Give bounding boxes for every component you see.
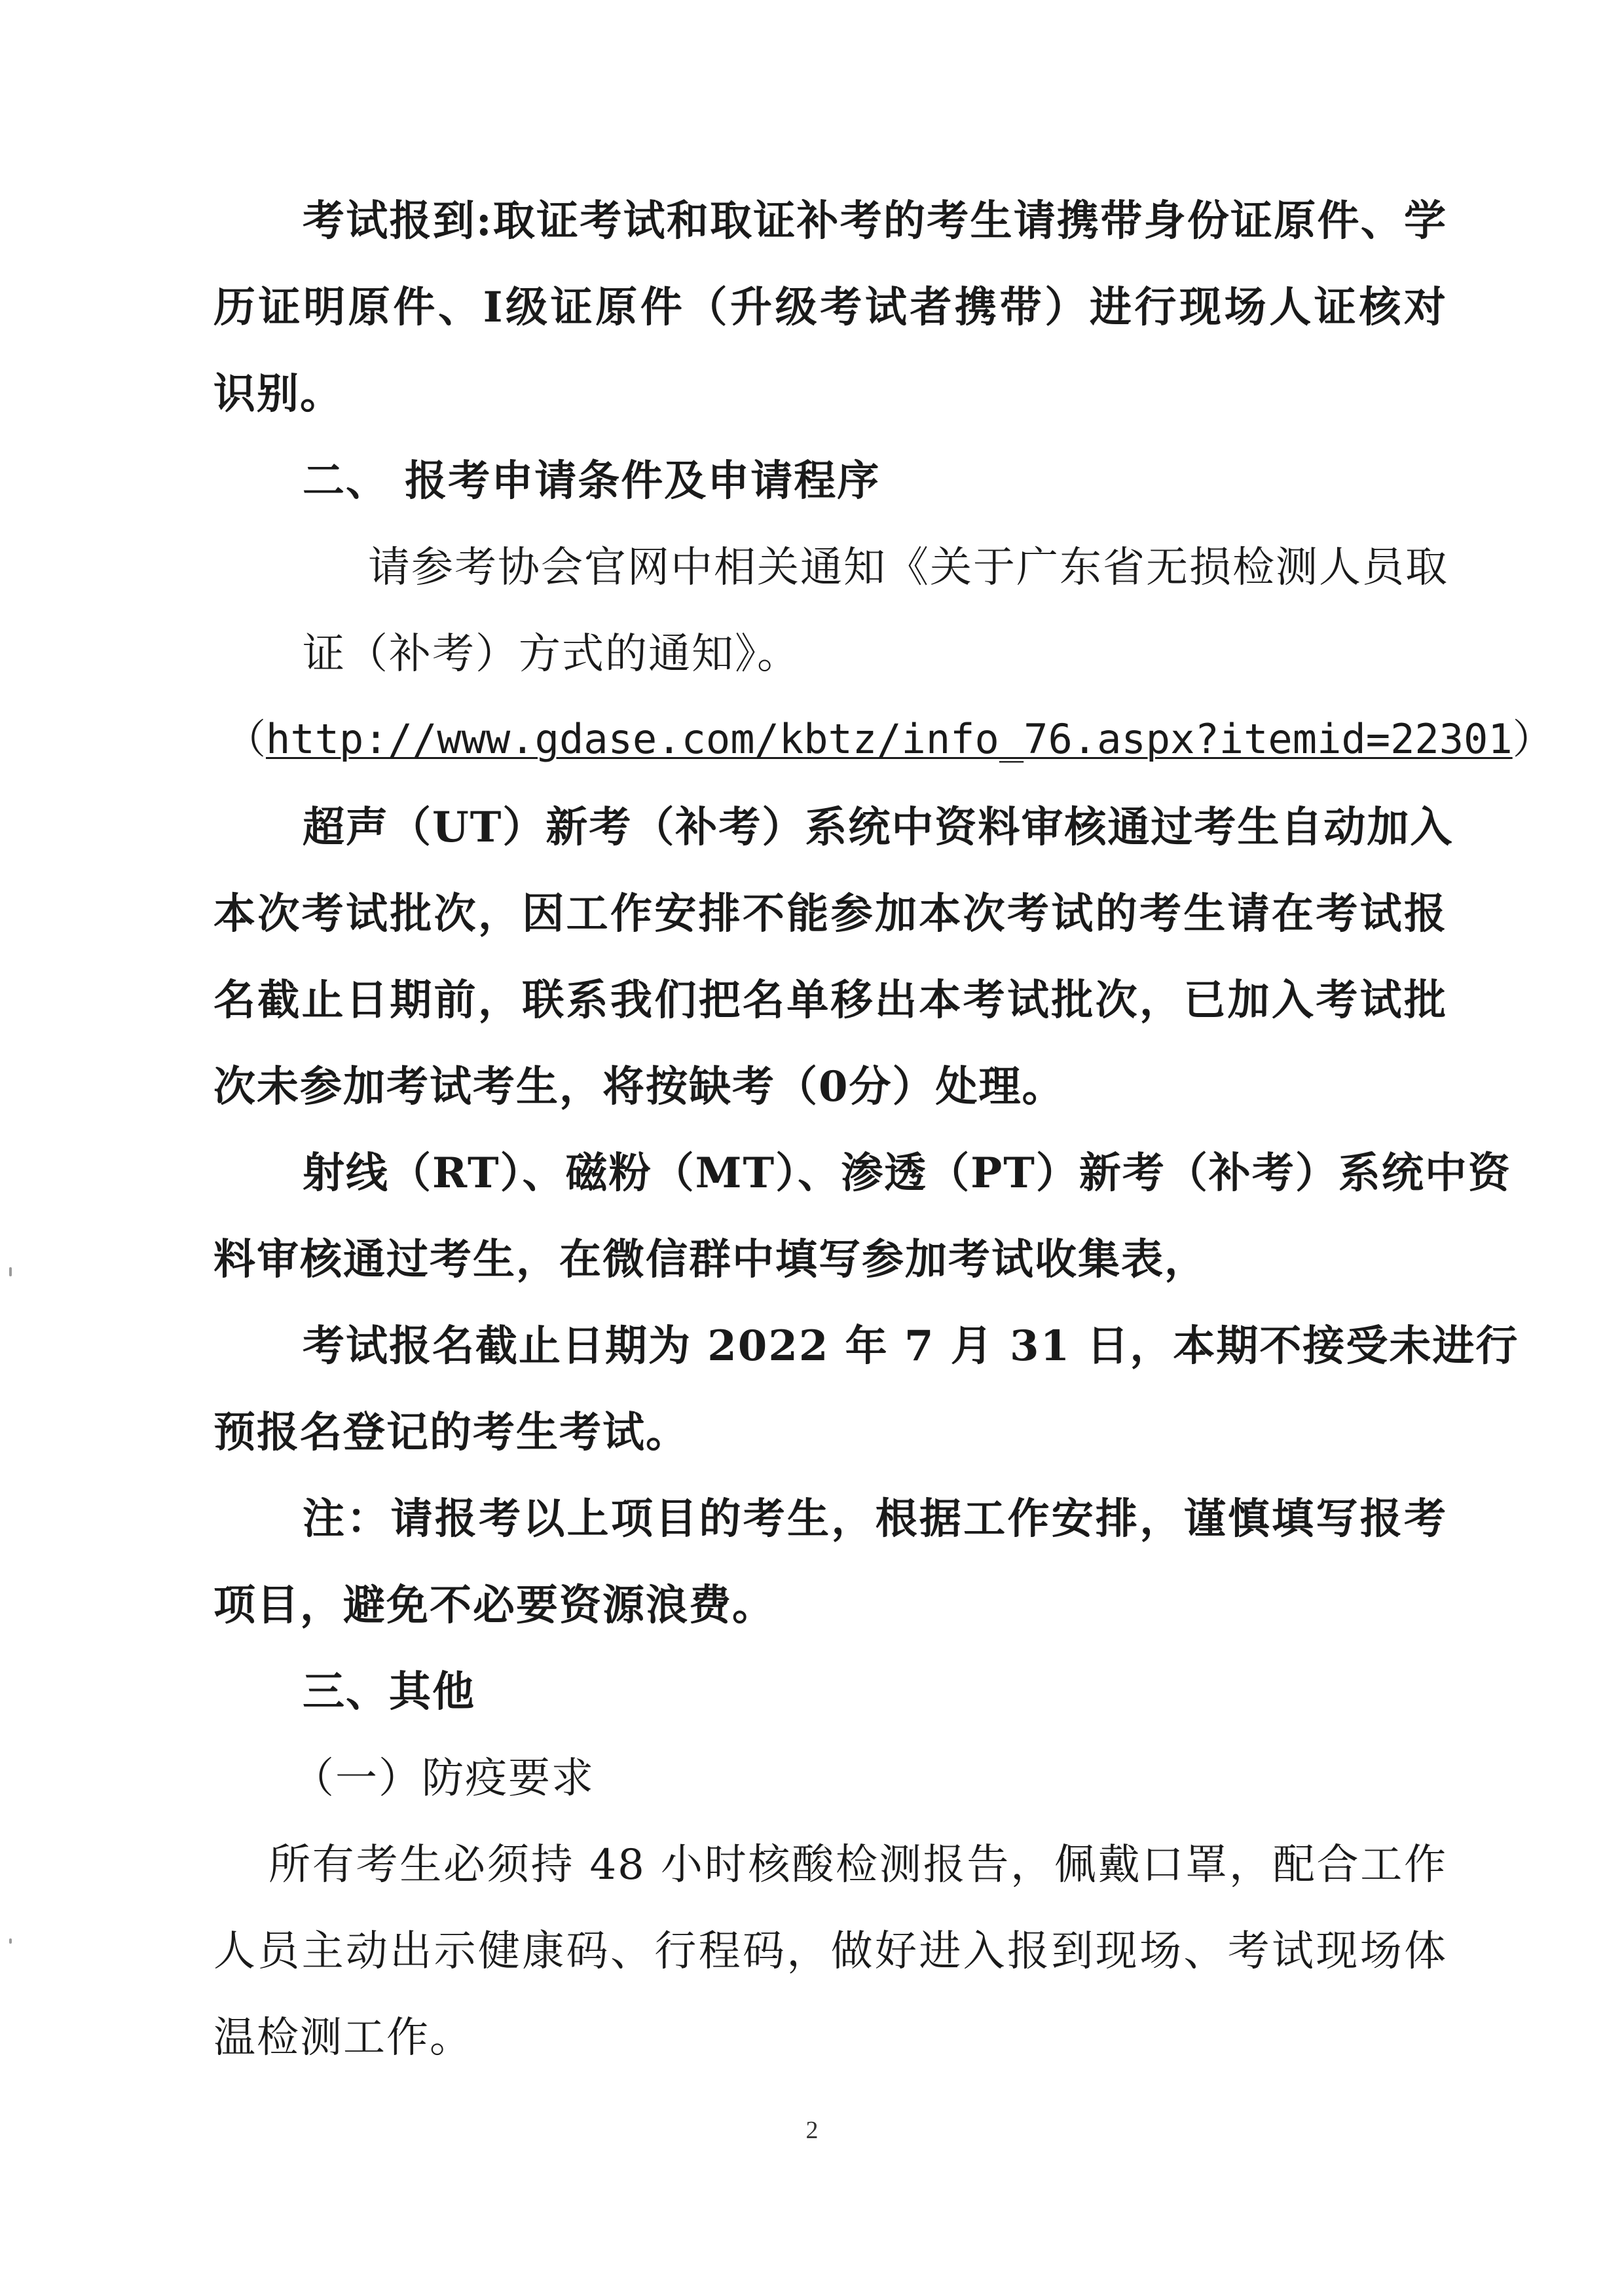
- section-heading: 二、 报考申请条件及申请程序: [303, 456, 881, 506]
- paragraph-line: 料审核通过考生，在微信群中填写参加考试收集表，: [213, 1235, 1208, 1284]
- paragraph-line: 证（补考）方式的通知》。: [303, 630, 800, 678]
- paragraph-line: 超声（UT）新考（补考）系统中资料审核通过考生自动加入: [303, 803, 1454, 852]
- paragraph-line: 考试报到:取证考试和取证补考的考生请携带身份证原件、学: [303, 196, 1447, 246]
- subsection-heading: （一）防疫要求: [292, 1754, 595, 1803]
- scan-artifact: [9, 1938, 12, 1944]
- paragraph-line: 人员主动出示健康码、行程码，做好进入报到现场、考试现场体: [213, 1927, 1447, 1976]
- association-notice-link[interactable]: http://www.gdase.com/kbtz/info_76.aspx?itemid=22301: [266, 715, 1513, 763]
- paragraph-line: 历证明原件、I级证原件（升级考试者携带）进行现场人证核对: [213, 283, 1447, 332]
- page-number: 2: [805, 2117, 819, 2144]
- paragraph-line: 次未参加考试考生，将按缺考（0分）处理。: [213, 1062, 1065, 1111]
- paragraph-line: 本次考试批次，因工作安排不能参加本次考试的考生请在考试报: [213, 889, 1447, 938]
- paragraph-line: 考试报名截止日期为 2022 年 7 月 31 日，本期不接受未进行: [303, 1322, 1519, 1371]
- paragraph-line: 注：请报考以上项目的考生，根据工作安排，谨慎填写报考: [303, 1494, 1447, 1544]
- paragraph-line: 温检测工作。: [213, 2014, 473, 2062]
- scan-artifact: [9, 1267, 12, 1276]
- paragraph-line: 射线（RT）、磁粉（MT）、渗透（PT）新考（补考）系统中资: [303, 1149, 1511, 1198]
- section-heading: 三、其他: [303, 1667, 475, 1716]
- paragraph-line: 所有考生必须持 48 小时核酸检测报告，佩戴口罩，配合工作: [268, 1841, 1447, 1889]
- paragraph-line: 名截止日期前，联系我们把名单移出本考试批次，已加入考试批: [213, 976, 1447, 1025]
- paragraph-line: 预报名登记的考生考试。: [213, 1408, 689, 1457]
- paren-close: ）: [1512, 715, 1553, 763]
- paragraph-line: 项目，避免不必要资源浪费。: [213, 1581, 775, 1630]
- url-line: [225, 715, 1553, 763]
- paragraph-line: 请参考协会官网中相关通知《关于广东省无损检测人员取: [368, 544, 1449, 592]
- paren-open: （: [225, 715, 267, 763]
- paragraph-line: 识别。: [213, 369, 343, 418]
